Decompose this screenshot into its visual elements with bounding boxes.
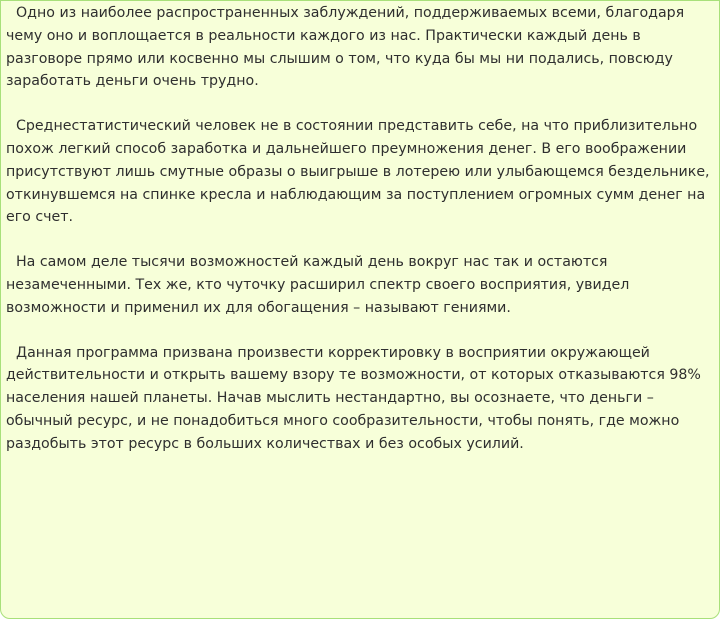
paragraph-2: Среднестатистический человек не в состоянии представить себе, на что приблизительно похож легкий способ заработка и дальнейшего преумножения денег. В его воображении присутствуют лишь смутные образы о выигрыше в лотерею или улыбающемся бездельнике, откинувшемся на спинке кресла и наблюдающим за поступлением огромных сумм денег на его счет. (6, 118, 710, 226)
paragraph-1: Одно из наиболее распространенных заблуждений, поддерживаемых всеми, благодаря чему оно и воплощается в реальности каждого из нас. Практически каждый день в разговоре прямо или косвенно мы слышим о том, что куда бы мы ни подались, повсюду заработать деньги очень трудно. (6, 5, 685, 90)
paragraph-4: Данная программа призвана произвести корректировку в восприятии окружающей действительности и открыть вашему взору те возможности, от которых отказываются 98% населения нашей планеты. Начав мыслить нестандартно, вы осознаете, что деньги – обычный ресурс, и не понадобиться много сообразительности, чтобы понять, где можно раздобыть этот ресурс в больших количествах и без особых усилий. (6, 344, 701, 452)
paragraph-3: На самом деле тысячи возможностей каждый день вокруг нас так и остаются незамеченными. Тех же, кто чуточку расширил спектр своего восприятия, увидел возможности и применил их для обогащения – называют гениями. (6, 254, 630, 316)
